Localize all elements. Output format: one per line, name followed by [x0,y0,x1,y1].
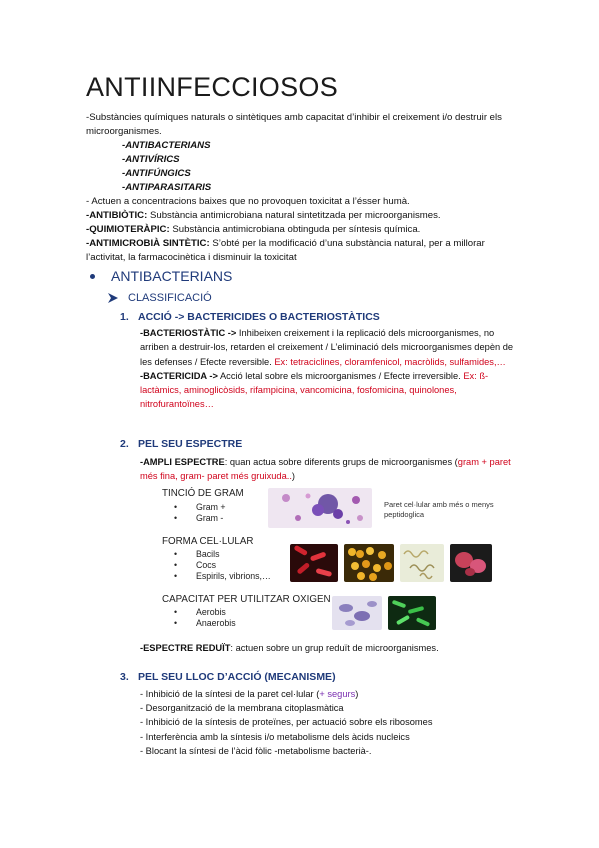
cocci-image [344,544,394,582]
aerobic-bacteria-image [332,596,382,630]
type-item: -ANTIBACTERIANS [122,140,211,151]
mechanism-item: - Interferència amb la síntesis i/o metabolisme dels àcids nucleics [140,731,410,742]
gram-list [160,502,226,524]
type-item: -ANTIFÚNGICS [122,168,191,179]
item-number: 2. [120,438,129,450]
term-label: -ANTIMICROBIÀ SINTÈTIC: [86,238,210,249]
bullet-icon [90,274,95,279]
item-number: 1. [120,311,129,323]
subsection-heading-text: CLASSIFICACIÓ [128,292,212,304]
bacteriostatic-text: Inhibeixen creixement i la replicació dels microorganismes, no arriben a destruir-los, retarden el creixement / L’eliminació dels microorganismes depèn de les defenses / Efecte reversible. [140,328,514,367]
mechanism-item: - Desorganització de la membrana citoplasmàtica [140,703,344,714]
mechanism-item [140,687,433,701]
bactericide-term: -BACTERICIDA -> [140,370,218,381]
ampli-espectre-paragraph [140,455,525,484]
ampli-red-text: gram + paret més fina, gram- paret més gruixuda.. [140,457,511,482]
bactericide-paragraph [140,369,525,412]
ampli-espectre-text [140,455,525,484]
intro-concentration: - Actuen a concentracions baixes que no provoquen toxicitat a l’ésser humà. [86,196,410,207]
oxygen-item: • Anaerobis [160,618,236,629]
term-antibiotic [86,209,516,223]
document-title: ANTIINFECCIOSOS [86,72,339,102]
section-heading-text: ANTIBACTERIANS [111,268,233,284]
spirilla-image [400,544,444,582]
mechanism-list [140,687,433,758]
ampli-term: -AMPLI ESPECTRE [140,457,225,467]
bacteria-classification-figure [160,488,520,630]
vibrio-image [450,544,492,582]
anaerobic-bacteria-image [388,596,436,630]
cell-shape-list [160,549,271,582]
gram-item: • Gram + [160,502,226,513]
gram-stain-micrograph [268,488,372,528]
oxygen-heading: CAPACITAT PER UTILITZAR OXIGEN [162,594,331,605]
item-title: ACCIÓ -> BACTERICIDES O BACTERIOSTÀTICS [138,311,380,323]
gram-item: • Gram - [160,513,226,524]
mechanism-text: - Inhibició de la síntesi de la paret cel·lular ( [140,689,320,699]
reduit-text: : actuen sobre un grup reduït de microorganismes. [230,643,439,653]
classification-item-3 [120,671,336,683]
ampli-end: ) [291,471,296,482]
oxygen-list [160,607,236,629]
type-item: -ANTIVÍRICS [122,154,180,165]
arrowhead-bullet-icon [106,292,120,304]
item-number: 3. [120,671,129,683]
bactericide-text: Acció letal sobre els microorganismes / Efecte irreversible. [217,370,464,381]
cell-shape-item: • Bacils [160,549,271,560]
cell-shape-heading: FORMA CEL·LULAR [162,536,254,547]
intro-definition: -Substàncies químiques naturals o sintètiques amb capacitat d’inhibir el creixement i/o destruir els microorganismes. [86,112,502,137]
type-item: -ANTIPARASITARIS [122,182,212,193]
bacteriostatic-examples: Ex: tetraciclines, cloramfenicol, macròlids, sulfamides,… [274,356,506,367]
classification-item-2 [120,438,242,450]
term-definition: S’obté per la modificació d’una substància natural, per a millorar l’activitat, la farmacocinètica i disminuir la toxicitat [86,238,485,263]
bacteriostatic-paragraph [140,326,525,369]
reduit-text-line [140,641,525,655]
gram-stain-heading: TINCIÓ DE GRAM [162,488,244,499]
term-chemotherapeutic [86,223,516,237]
classification-item-1 [120,311,380,323]
bacteriostatic-term: -BACTERIOSTÀTIC -> [140,328,237,338]
cell-shape-item: • Cocs [160,560,271,571]
term-definition: Substància antimicrobiana natural sintetitzada per microorganismes. [147,210,441,221]
subsection-heading [106,292,212,304]
cell-shape-item: • Espirils, vibrions,… [160,571,271,582]
item-title: PEL SEU ESPECTRE [138,438,243,450]
item-title: PEL SEU LLOC D’ACCIÓ (MECANISME) [138,671,336,683]
term-label: -ANTIBIÒTIC: [86,210,148,221]
mechanism-item: - Inhibició de la síntesis de proteïnes, per actuació sobre els ribosomes [140,717,433,728]
mechanism-item: - Blocant la síntesi de l’àcid fòlic -metabolisme bacterià-. [140,745,372,756]
bactericide-examples: Ex: ß-lactàmics, aminoglicòsids, rifampicina, vancomicina, fosfomicina, quinolones, nitrofurantoïnes… [140,370,489,410]
section-heading [86,268,232,284]
accio-block [140,326,525,412]
term-label: -QUIMIOTERÀPIC: [86,224,170,235]
bacilli-image [290,544,338,582]
reduit-term: -ESPECTRE REDUÏT [140,643,231,653]
oxygen-item: • Aerobis [160,607,236,618]
antiinfective-types-list [86,139,516,195]
term-synthetic-antimicrobial [86,237,516,265]
mechanism-end: ) [355,689,359,699]
ampli-text: : quan actua sobre diferents grups de microorganismes ( [224,457,458,467]
gram-caption: Paret cel·lular amb més o menys peptidoglica [384,500,494,519]
term-definition: Substància antimicrobiana obtinguda per síntesis química. [169,224,421,235]
mechanism-highlight: + segurs [319,689,356,699]
espectre-reduit-paragraph [140,641,525,655]
intro-section [86,111,516,265]
